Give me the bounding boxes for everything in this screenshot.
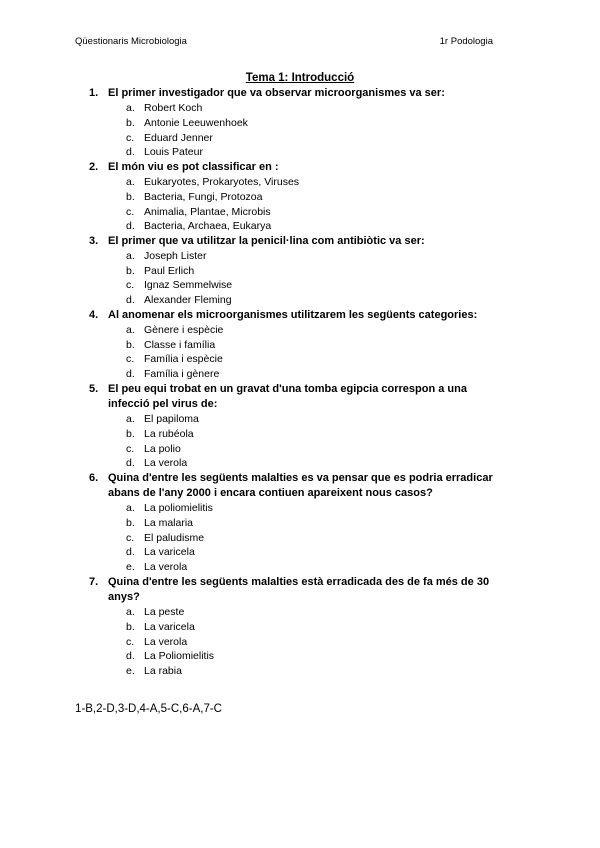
answer-option	[0, 531, 600, 546]
answer-option	[0, 442, 600, 457]
answer-option	[0, 635, 600, 650]
option-text: La varicela	[144, 620, 195, 633]
option-text: La peste	[144, 606, 185, 619]
option-list	[0, 249, 600, 308]
question-number: 5.	[89, 382, 99, 395]
option-text: Animalia, Plantae, Microbis	[144, 205, 271, 218]
option-list	[0, 605, 600, 678]
option-text: Família i gènere	[144, 368, 220, 381]
option-text: Ignaz Semmelwise	[144, 279, 233, 292]
option-text: Eduard Jenner	[144, 131, 213, 144]
option-letter: d.	[126, 457, 135, 470]
option-list	[0, 175, 600, 234]
answer-option	[0, 620, 600, 635]
question-number: 2.	[89, 160, 99, 173]
question-text: El primer que va utilitzar la penicil·lina com antibiòtic va ser:	[108, 234, 425, 247]
option-text: La verola	[144, 635, 188, 648]
question-item	[0, 234, 600, 308]
option-letter: d.	[126, 650, 135, 663]
option-text: La verola	[144, 457, 188, 470]
question-text: El peu equi trobat en un gravat d'una tomba egipcia correspon a una infecció pel virus de:	[108, 382, 467, 411]
answer-option	[0, 352, 600, 367]
answer-option	[0, 116, 600, 131]
answer-key: 1-B,2-D,3-D,4-A,5-C,6-A,7-C	[75, 703, 222, 715]
question-item	[0, 575, 600, 679]
option-text: Alexander Fleming	[144, 294, 232, 307]
option-letter: e.	[126, 664, 135, 677]
answer-option	[0, 101, 600, 116]
answer-option	[0, 219, 600, 234]
option-letter: d.	[126, 220, 135, 233]
answer-option	[0, 323, 600, 338]
option-letter: b.	[126, 620, 135, 633]
option-letter: a.	[126, 502, 135, 515]
option-letter: c.	[126, 279, 135, 292]
answer-option	[0, 501, 600, 516]
option-letter: a.	[126, 102, 135, 115]
answer-option	[0, 412, 600, 427]
option-text: Classe i família	[144, 338, 216, 351]
option-text: La rubéola	[144, 427, 194, 440]
option-letter: e.	[126, 561, 135, 574]
option-letter: b.	[126, 427, 135, 440]
header-course: Qüestionaris Microbiologia	[75, 36, 187, 47]
option-letter: d.	[126, 294, 135, 307]
option-text: La rabia	[144, 664, 182, 677]
answer-option	[0, 516, 600, 531]
option-text: La varicela	[144, 546, 195, 559]
answer-option	[0, 131, 600, 146]
question-number: 1.	[89, 87, 99, 99]
header-level: 1r Podologia	[439, 36, 493, 47]
option-letter: c.	[126, 131, 135, 144]
option-text: Bacteria, Fungi, Protozoa	[144, 190, 263, 203]
option-letter: a.	[126, 176, 135, 189]
question-text: Quina d'entre les següents malalties està erradicada des de fa més de 30 anys?	[108, 575, 490, 604]
option-list	[0, 501, 600, 574]
option-letter: c.	[126, 531, 135, 544]
question-item	[0, 86, 600, 160]
option-letter: c.	[126, 353, 135, 366]
option-text: La poliomielitis	[144, 502, 213, 515]
option-letter: c.	[126, 205, 135, 218]
question-text: Al anomenar els microorganismes utilitzarem les següents categories:	[108, 308, 478, 321]
option-letter: b.	[126, 264, 135, 277]
option-text: La malaria	[144, 517, 194, 530]
option-text: Louis Pateur	[144, 146, 203, 159]
question-item	[0, 382, 600, 471]
answer-option	[0, 293, 600, 308]
option-letter: d.	[126, 368, 135, 381]
answer-option	[0, 264, 600, 279]
option-text: El papiloma	[144, 413, 199, 426]
option-text: Bacteria, Archaea, Eukarya	[144, 220, 272, 233]
question-number: 6.	[89, 471, 99, 484]
option-letter: a.	[126, 250, 135, 263]
option-letter: b.	[126, 338, 135, 351]
option-text: Antonie Leeuwenhoek	[144, 116, 248, 129]
option-text: Gènere i espècie	[144, 324, 224, 337]
option-letter: a.	[126, 606, 135, 619]
answer-option	[0, 190, 600, 205]
question-number: 4.	[89, 308, 99, 321]
option-letter: c.	[126, 635, 135, 648]
option-text: La Poliomielitis	[144, 650, 215, 663]
option-text: La polio	[144, 442, 181, 455]
option-letter: a.	[126, 413, 135, 426]
answer-option	[0, 367, 600, 382]
answer-option	[0, 175, 600, 190]
answer-option	[0, 560, 600, 575]
answer-option	[0, 145, 600, 160]
answer-option	[0, 664, 600, 679]
page-title: Tema 1: Introducció	[245, 72, 355, 84]
question-number: 7.	[89, 575, 99, 588]
answer-option	[0, 249, 600, 264]
answer-option	[0, 278, 600, 293]
question-item	[0, 471, 600, 575]
option-text: La verola	[144, 561, 188, 574]
question-text: El món viu es pot classificar en :	[108, 160, 279, 173]
option-letter: b.	[126, 116, 135, 129]
question-item	[0, 308, 600, 382]
option-letter: d.	[126, 146, 135, 159]
option-text: Eukaryotes, Prokaryotes, Viruses	[144, 176, 300, 189]
answer-option	[0, 205, 600, 220]
option-text: El paludisme	[144, 531, 205, 544]
answer-option	[0, 545, 600, 560]
question-text: El primer investigador que va observar microorganismes va ser:	[108, 87, 445, 99]
option-letter: b.	[126, 190, 135, 203]
option-list	[0, 101, 600, 160]
answer-option	[0, 456, 600, 471]
answer-option	[0, 649, 600, 664]
option-letter: d.	[126, 546, 135, 559]
answer-option	[0, 427, 600, 442]
option-list	[0, 323, 600, 382]
option-letter: c.	[126, 442, 135, 455]
option-text: Família i espècie	[144, 353, 223, 366]
option-letter: b.	[126, 517, 135, 530]
answer-option	[0, 605, 600, 620]
option-text: Paul Erlich	[144, 264, 195, 277]
question-item	[0, 160, 600, 234]
option-list	[0, 412, 600, 471]
option-text: Joseph Lister	[144, 250, 207, 263]
option-text: Robert Koch	[144, 102, 203, 115]
question-number: 3.	[89, 234, 99, 247]
question-text: Quina d'entre les següents malalties es va pensar que es podria erradicar abans de l'any 2000 i encara contiuen apareixent nous casos?	[108, 471, 493, 500]
answer-option	[0, 338, 600, 353]
option-letter: a.	[126, 324, 135, 337]
question-list	[0, 86, 600, 679]
